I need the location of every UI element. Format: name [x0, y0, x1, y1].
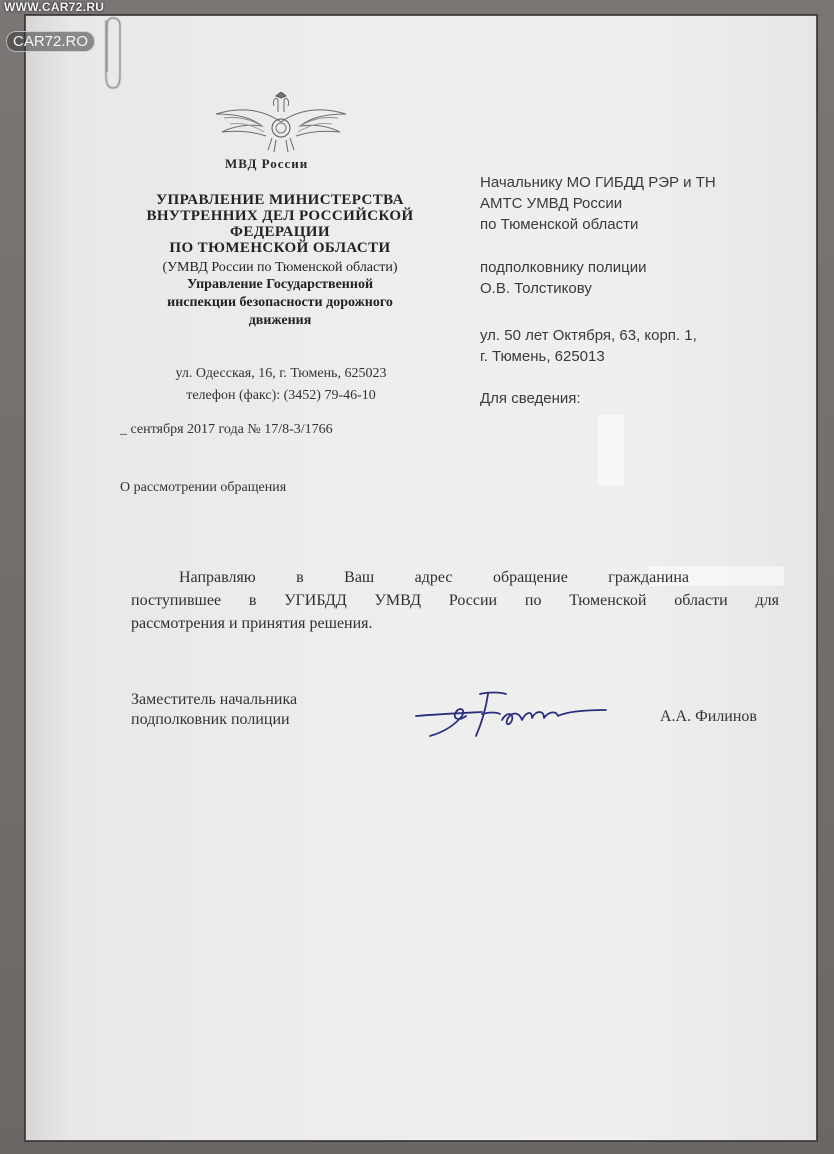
- paper-clip-icon: [98, 14, 124, 94]
- document-date-number: _ сентября 2017 года № 17/8-3/1766: [120, 422, 333, 437]
- body-word: Направляю: [179, 569, 256, 586]
- for-information-label: Для сведения:: [480, 390, 581, 407]
- redacted-area: [598, 415, 624, 485]
- body-line-1: [131, 566, 689, 589]
- recipient-line-3: по Тюменской области: [480, 216, 639, 233]
- body-word: обращение: [492, 569, 568, 586]
- sender-address: ул. Одесская, 16, г. Тюмень, 625023: [175, 366, 387, 381]
- letter-body: [131, 566, 779, 635]
- signer-position: [131, 690, 297, 730]
- department-line-1: Управление Государственной: [186, 277, 374, 292]
- signer-position-line-1: Заместитель начальника: [131, 691, 298, 708]
- body-word: УГИБДД: [284, 592, 347, 609]
- org-line-1: УПРАВЛЕНИЕ МИНИСТЕРСТВА: [156, 192, 404, 208]
- body-word: по: [524, 592, 542, 609]
- signer-name: А.А. Филинов: [660, 708, 757, 725]
- body-word: гражданина: [608, 569, 689, 586]
- body-word: в: [296, 569, 304, 586]
- sender-organization: [126, 192, 434, 330]
- sender-phone: телефон (факс): (3452) 79-46-10: [186, 388, 376, 403]
- recipient-name: О.В. Толстикову: [480, 280, 592, 297]
- watermark-logo: CAR72.RO: [6, 31, 95, 52]
- recipient-line-2: АМТС УМВД России: [480, 195, 623, 212]
- document-subject: О рассмотрении обращения: [120, 480, 287, 495]
- sender-address-block: [150, 363, 412, 407]
- ministry-title: МВД России: [225, 156, 309, 171]
- body-word: Ваш: [344, 569, 375, 586]
- body-line-3: рассмотрения и принятия решения.: [131, 615, 373, 632]
- body-word: России: [448, 592, 498, 609]
- org-abbreviation: (УМВД России по Тюменской области): [162, 260, 398, 275]
- body-word: для: [755, 592, 779, 609]
- handwritten-signature: [410, 686, 620, 748]
- department-line-3: движения: [248, 313, 312, 328]
- body-word: в: [248, 592, 257, 609]
- eagle-emblem-icon: [212, 92, 350, 154]
- recipient-rank: подполковнику полиции: [480, 259, 647, 276]
- watermark-site-url: WWW.CAR72.RU: [4, 0, 105, 14]
- signer-position-line-2: подполковник полиции: [131, 711, 290, 728]
- body-word: УМВД: [374, 592, 422, 609]
- recipient-line-1: Начальнику МО ГИБДД РЭР и ТН: [480, 174, 716, 191]
- recipient-address-2: г. Тюмень, 625013: [480, 348, 605, 365]
- department-line-2: инспекции безопасности дорожного: [167, 295, 393, 310]
- body-word: Тюменской: [569, 592, 647, 609]
- org-line-2: ВНУТРЕННИХ ДЕЛ РОССИЙСКОЙ: [146, 208, 414, 224]
- recipient-address-1: ул. 50 лет Октября, 63, корп. 1,: [480, 327, 697, 344]
- body-word: области: [674, 592, 728, 609]
- body-word: поступившее: [131, 592, 222, 609]
- body-word: адрес: [414, 569, 453, 586]
- org-line-3: ФЕДЕРАЦИИ: [230, 224, 330, 240]
- org-line-4: ПО ТЮМЕНСКОЙ ОБЛАСТИ: [169, 240, 391, 256]
- body-line-2: [131, 589, 779, 612]
- recipient-block: [480, 172, 800, 409]
